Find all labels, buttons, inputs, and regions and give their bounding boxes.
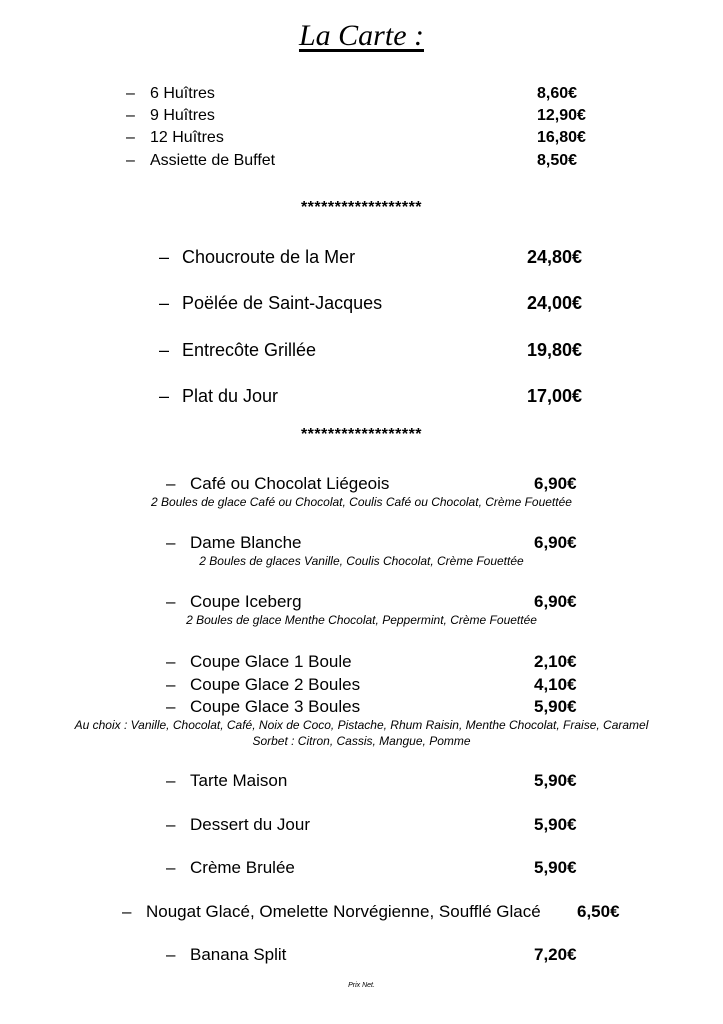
item-label: Assiette de Buffet	[150, 152, 276, 169]
item-price: 6,90€	[534, 474, 577, 493]
item-price: 24,80€	[527, 247, 583, 267]
item-price: 5,90€	[534, 771, 577, 790]
item-label: Coupe Iceberg	[190, 592, 302, 611]
item-price: 6,90€	[534, 533, 577, 552]
item-dash: –	[166, 533, 176, 552]
item-label: Coupe Glace 2 Boules	[190, 675, 361, 694]
item-dash: –	[166, 815, 176, 834]
item-dash: –	[159, 293, 170, 313]
item-price: 4,10€	[534, 675, 577, 694]
item-dash: –	[159, 340, 170, 360]
item-label: Poëlée de Saint-Jacques	[182, 293, 383, 313]
item-price: 7,20€	[534, 945, 577, 964]
item-description: 2 Boules de glace Menthe Chocolat, Peppermint, Crème Fouettée	[186, 613, 537, 627]
section-separator: ******************	[300, 426, 423, 443]
item-label: Coupe Glace 1 Boule	[190, 652, 352, 671]
item-label: Dessert du Jour	[190, 815, 310, 834]
item-label: Coupe Glace 3 Boules	[190, 697, 361, 716]
item-price: 17,00€	[527, 386, 583, 406]
item-price: 19,80€	[527, 340, 583, 360]
item-price: 5,90€	[534, 815, 577, 834]
item-price: 5,90€	[534, 858, 577, 877]
item-dash: –	[122, 902, 132, 921]
item-dash: –	[159, 386, 170, 406]
item-label: Entrecôte Grillée	[182, 340, 317, 360]
item-dash: –	[166, 771, 176, 790]
item-price: 5,90€	[534, 697, 577, 716]
item-price: 24,00€	[527, 293, 583, 313]
item-description: 2 Boules de glace Café ou Chocolat, Coulis Café ou Chocolat, Crème Fouettée	[151, 495, 572, 509]
item-label: 12 Huîtres	[150, 129, 224, 146]
sorbet-note: Sorbet : Citron, Cassis, Mangue, Pomme	[252, 734, 471, 748]
flavors-note: Au choix : Vanille, Chocolat, Café, Noix de Coco, Pistache, Rhum Raisin, Menthe Chocolat, Fraise, Caramel	[74, 718, 649, 732]
item-label: Crème Brulée	[190, 858, 295, 877]
item-price: 12,90€	[537, 107, 586, 124]
item-label: 9 Huîtres	[150, 107, 215, 124]
item-label: Tarte Maison	[190, 771, 288, 790]
item-price: 6,50€	[577, 902, 620, 921]
item-label: Nougat Glacé, Omelette Norvégienne, Soufflé Glacé	[146, 902, 541, 921]
item-dash: –	[166, 474, 176, 493]
item-dash: –	[166, 945, 176, 964]
item-label: 6 Huîtres	[150, 85, 215, 102]
item-dash: –	[126, 152, 135, 169]
item-dash: –	[166, 858, 176, 877]
item-label: Dame Blanche	[190, 533, 302, 552]
item-dash: –	[166, 675, 176, 694]
item-dash: –	[166, 652, 176, 671]
item-dash: –	[159, 247, 170, 267]
item-price: 8,50€	[537, 152, 578, 169]
item-price: 16,80€	[537, 129, 586, 146]
item-dash: –	[126, 129, 135, 146]
footer-note: Prix Net.	[348, 982, 375, 989]
page-title: La Carte :	[298, 19, 424, 52]
item-dash: –	[166, 697, 176, 716]
section-separator: ******************	[300, 199, 423, 216]
item-label: Choucroute de la Mer	[182, 247, 356, 267]
item-dash: –	[126, 85, 135, 102]
item-price: 6,90€	[534, 592, 577, 611]
item-label: Banana Split	[190, 945, 287, 964]
item-price: 8,60€	[537, 85, 578, 102]
item-dash: –	[166, 592, 176, 611]
item-description: 2 Boules de glaces Vanille, Coulis Chocolat, Crème Fouettée	[199, 554, 524, 568]
item-label: Plat du Jour	[182, 386, 279, 406]
item-label: Café ou Chocolat Liégeois	[190, 474, 390, 493]
item-price: 2,10€	[534, 652, 577, 671]
item-dash: –	[126, 107, 135, 124]
